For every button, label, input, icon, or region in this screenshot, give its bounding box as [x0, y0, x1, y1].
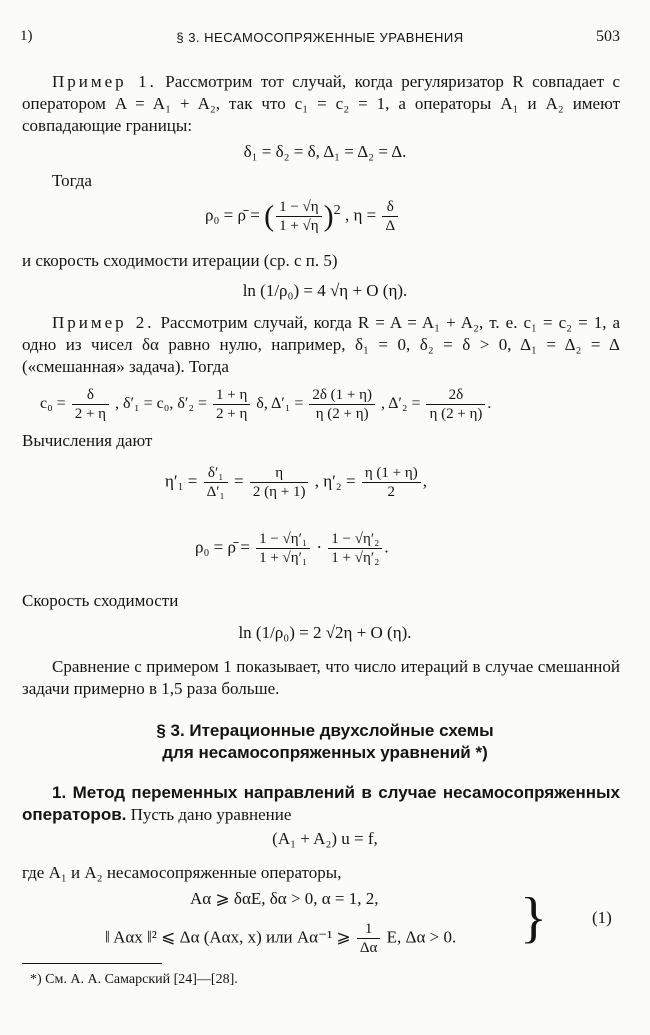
section-title-line2: для несамосопряженных уравнений *) [162, 743, 488, 762]
formula-ln-example2: ln (1/ρ₀) = 2 √2η + O (η). [238, 623, 412, 642]
subsection1-text: Пусть дано уравнение [130, 805, 292, 824]
header-title: § 3. НЕСАМОСОПРЯЖЕННЫЕ УРАВНЕНИЯ [176, 30, 464, 45]
then-text-1: Тогда [52, 171, 92, 190]
speed-text: Скорость сходимости [22, 591, 179, 610]
section-title-line1: § 3. Итерационные двухслойные схемы [156, 721, 494, 740]
footnote: *) См. А. А. Самарский [24]—[28]. [30, 972, 238, 987]
equation-number: (1) [592, 908, 612, 927]
where-text: где A₁ и A₂ несамосопряженные операторы, [22, 863, 342, 882]
example1-text: Рассмотрим тот случай, когда регуляризатор R совпадает с оператором A = A₁ + A₂, так что c₁ = c₂ = 1, а операторы A₁ и A₂ имеют совпадающие границы: [22, 72, 620, 135]
example1-label: Пример 1. [52, 72, 157, 91]
example2-text: Рассмотрим случай, когда R = A = A₁ + A₂, т. е. c₁ = c₂ = 1, а одно из чисел δα равно нулю, например, δ₁ = 0, δ₂ = δ > 0, Δ₁ = Δ₂ = Δ («смешанная» задача). Тогда [22, 313, 621, 376]
formula-c0-deltas: c₀ = $\frac{\delta}{2 + \eta}$ , δ′₁ = c₀, δ′₂ = $\frac{1 + \eta}{2 + \eta}$ δ, Δ′₁ = $\frac{2\delta (1 + \eta)}{\eta (2 + \eta)}$ , Δ′₂ = $\frac{2\delta}{\eta (2 + \eta)}$ . [40, 387, 492, 422]
convergence-rate-text: и скорость сходимости итерации (ср. с п. 5) [22, 251, 338, 270]
running-header [20, 28, 620, 50]
subsection1-paragraph [22, 782, 620, 826]
formula-rho-example2: ρ₀ = ρ̄ = $\frac{\text{1 − √η′₁}}{\text{1 + √η′₁}}$ · $\frac{\text{1 − √η′₂}}{\text{1 + √η′₂}}$ . [195, 531, 389, 566]
page-number: 503 [596, 28, 620, 45]
example2-paragraph [22, 312, 620, 378]
formula-ln-example1: ln (1/ρ₀) = 4 √η + O (η). [242, 281, 408, 300]
right-brace: } [520, 887, 547, 949]
header-left-mark: 1) [20, 28, 33, 44]
example1-paragraph [22, 71, 620, 137]
formula-eta-primes: η′₁ = $\frac{\text{δ′₁}}{\text{Δ′₁}}$ = $\frac{\eta}{2 (\eta + 1)}$ , η′₂ = $\frac{\eta (1 + \eta)}{2}$ , [165, 465, 427, 500]
formula-delta-equal: δ₁ = δ₂ = δ, Δ₁ = Δ₂ = Δ. [243, 142, 407, 161]
formula-equation: (A₁ + A₂) u = f, [272, 829, 378, 848]
condition-1: Aα ⩾ δαE, δα > 0, α = 1, 2, [190, 889, 379, 908]
computations-text: Вычисления дают [22, 431, 153, 450]
formula-rho-example1: ρ₀ = ρ̄ = ( $\frac{1 - √\eta}{1 + √\eta}$ )$^2$ , η = $\frac{\delta}{\Delta}$ [205, 198, 400, 235]
condition-2: ‖ Aαx ‖² ⩽ Δα (Aαx, x) или Aα⁻¹ ⩾ $\frac{1}{\Delta\alpha}$ E, Δα > 0. [105, 921, 457, 956]
comparison-text: Сравнение с примером 1 показывает, что число итераций в случае смешанной задачи примерно в 1,5 раза больше. [22, 657, 620, 698]
subsection1-heading: 1. Метод переменных направлений в случае несамосопряженных операторов. [22, 783, 620, 824]
example2-label: Пример 2. [52, 313, 155, 332]
footnote-rule [22, 963, 162, 964]
